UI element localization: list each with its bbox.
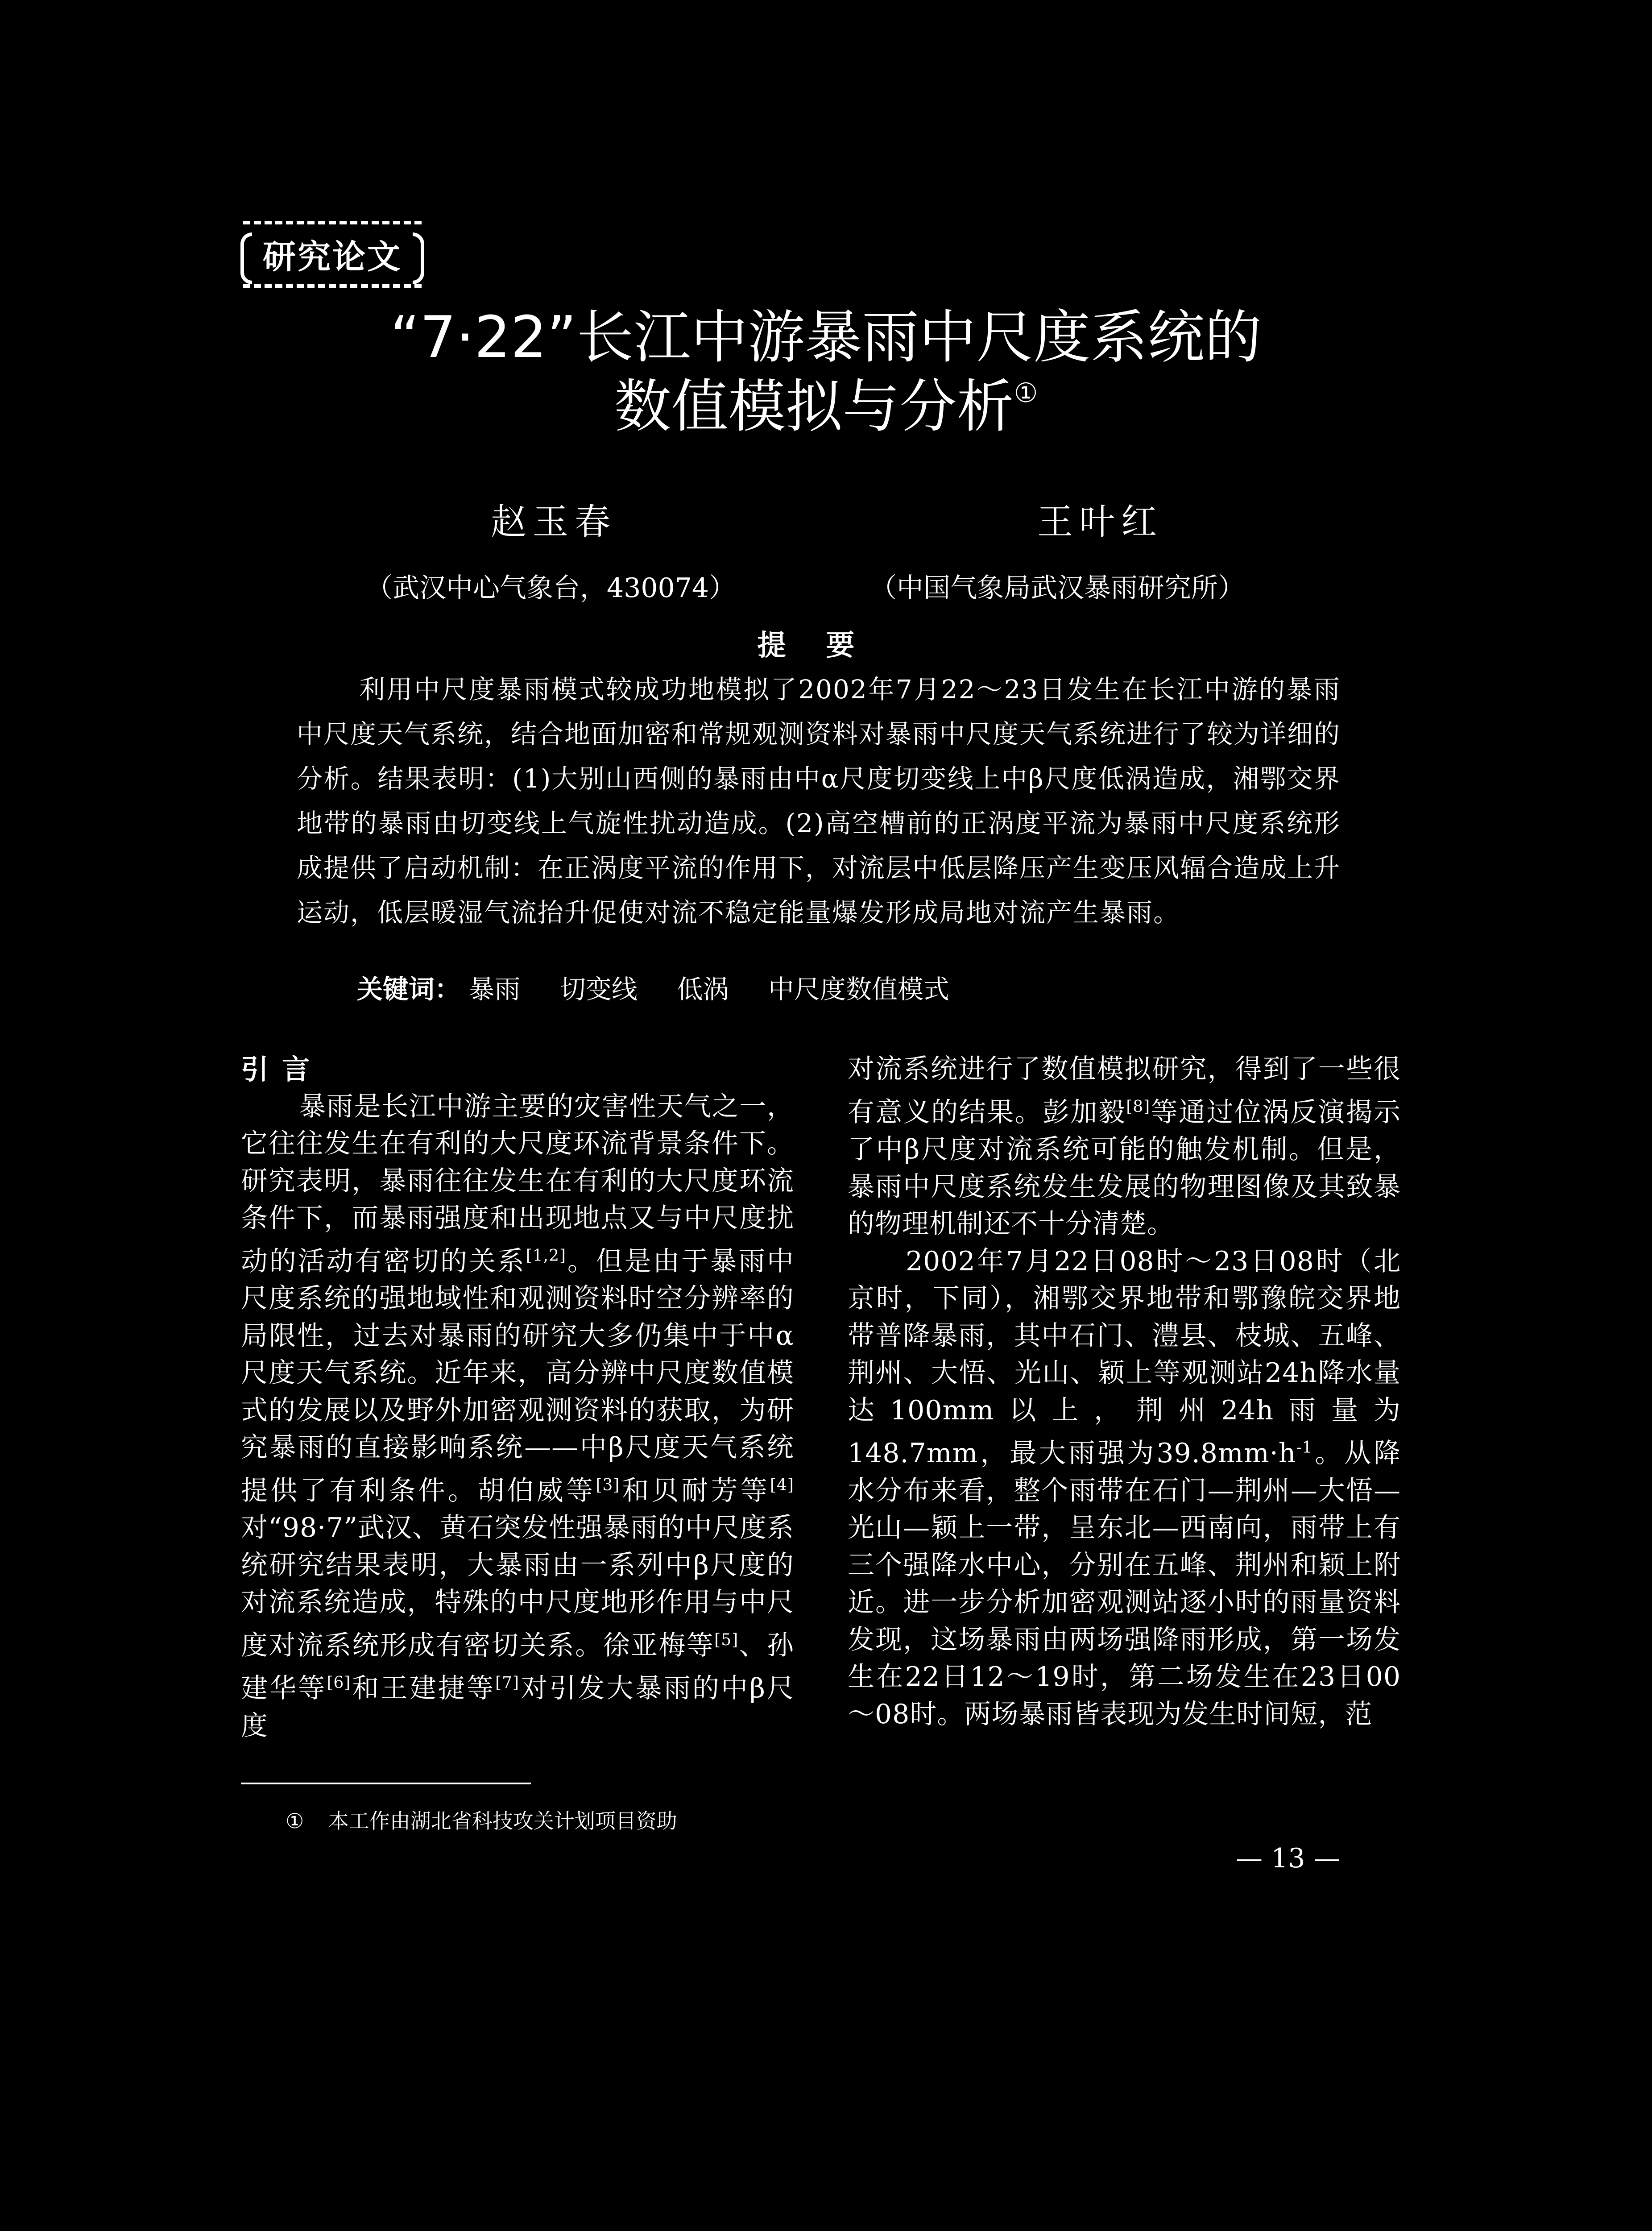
section-heading-intro: 引言	[241, 1053, 323, 1086]
body-column-left	[241, 1051, 794, 1745]
intro-paragraph-1-cont: 对流系统进行了数值模拟研究，得到了一些很有意义的结果。彭加毅[8]等通过位涡反演揭示了中β尺度对流系统可能的触发机制。但是，暴雨中尺度系统发生发展的物理图像及其致暴的物理机制还不十分清楚。	[848, 1053, 1401, 1240]
intro-paragraph-1: 暴雨是长江中游主要的灾害性天气之一，它往往发生在有利的大尺度环流背景条件下。研究表明，暴雨往往发生在有利的大尺度环流条件下，而暴雨强度和出现地点又与中尺度扰动的活动有密切的关系[1,2]。但是由于暴雨中尺度系统的强地域性和观测资料时空分辨率的局限性，过去对暴雨的研究大多仍集中于中α尺度天气系统。近年来，高分辨中尺度数值模式的发展以及野外加密观测资料的获取，为研究暴雨的直接影响系统——中β尺度天气系统提供了有利条件。胡伯威等[3]和贝耐芳等[4]对“98·7”武汉、黄石突发性强暴雨的中尺度系统研究结果表明，大暴雨由一系列中β尺度的对流系统造成，特殊的中尺度地形作用与中尺度对流系统形成有密切关系。徐亚梅等[5]、孙建华等[6]和王建捷等[7]对引发大暴雨的中β尺度	[241, 1091, 795, 1742]
keyword-item: 低涡	[677, 974, 729, 1004]
author-1-name: 赵玉春	[491, 501, 617, 543]
footnote	[286, 1805, 677, 1834]
page-number: — 13 —	[1236, 1843, 1341, 1874]
abstract-text: 利用中尺度暴雨模式较成功地模拟了2002年7月22～23日发生在长江中游的暴雨中尺度天气系统，结合地面加密和常规观测资料对暴雨中尺度天气系统进行了较为详细的分析。结果表明：(1)大别山西侧的暴雨由中α尺度切变线上中β尺度低涡造成，湘鄂交界地带的暴雨由切变线上气旋性扰动造成。(2)高空槽前的正涡度平流为暴雨中尺度系统形成提供了启动机制：在正涡度平流的作用下，对流层中低层降压产生变压风辐合造成上升运动，低层暖湿气流抬升促使对流不稳定能量爆发形成局地对流产生暴雨。	[297, 674, 1341, 928]
keyword-item: 中尺度数值模式	[768, 974, 949, 1004]
title-footnote-mark: ①	[1014, 377, 1038, 409]
author-2-name: 王叶红	[1037, 501, 1163, 543]
footnote-text: 本工作由湖北省科技攻关计划项目资助	[328, 1809, 677, 1833]
abstract-heading: 提要	[757, 629, 895, 662]
author-2-affiliation: （中国气象局武汉暴雨研究所）	[870, 572, 1245, 604]
paper-title-line2: 数值模拟与分析①	[614, 373, 1038, 440]
badge-label: 研究论文	[263, 238, 402, 276]
keywords-label: 关键词：	[357, 974, 461, 1004]
intro-paragraph-2: 2002年7月22日08时～23日08时（北京时，下同），湘鄂交界地带和鄂豫皖交界地带普降暴雨，其中石门、澧县、枝城、五峰、荆州、大悟、光山、颖上等观测站24h降水量达100mm以上，荆州24h雨量为148.7mm，最大雨强为$39.8mm\cdot h^{-1}$。从降水分布来看，整个雨带在石门—荆州—大悟—光山—颖上一带，呈东北—西南向，雨带上有三个强降水中心，分别在五峰、荆州和颖上附近。进一步分析加密观测站逐小时的雨量资料发现，这场暴雨由两场强降雨形成，第一场发生在22日12～19时，第二场发生在23日00～08时。两场暴雨皆表现为发生时间短，范	[848, 1245, 1401, 1730]
paper-title-line1: “7·22”长江中游暴雨中尺度系统的	[390, 304, 1262, 371]
keyword-item: 切变线	[559, 974, 638, 1004]
author-1-affiliation: （武汉中心气象台，430074）	[366, 572, 736, 604]
keyword-item: 暴雨	[468, 974, 521, 1004]
footnote-mark: ①	[286, 1809, 304, 1833]
keywords	[357, 968, 981, 1006]
body-column-right	[848, 1051, 1401, 1733]
footnote-rule	[241, 1783, 531, 1784]
section-badge	[243, 221, 422, 288]
